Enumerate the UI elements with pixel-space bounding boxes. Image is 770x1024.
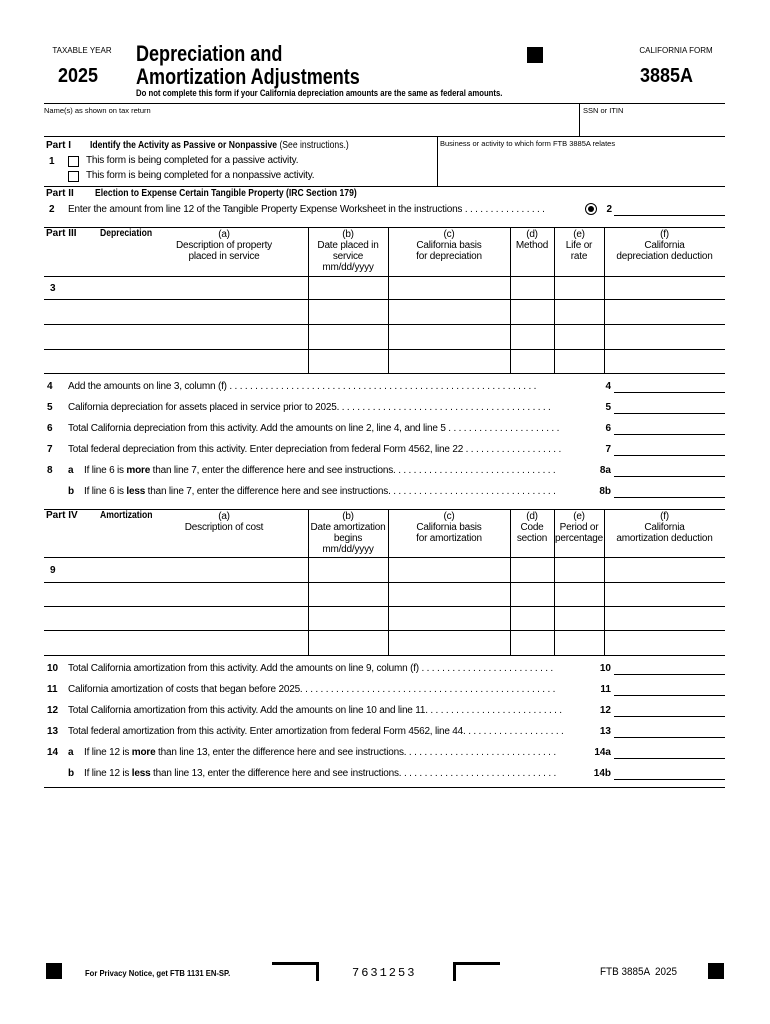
line-amount-field[interactable] bbox=[614, 737, 725, 738]
line-ref: 12 bbox=[599, 705, 611, 716]
part3-col-e-header bbox=[554, 229, 604, 262]
line-text: Total California amortization from this activity. Add the amounts on line 10 and line 11. . . . . . . . . . . . . . . . . . . . . . . . . . . bbox=[68, 705, 562, 716]
name-field[interactable] bbox=[44, 116, 574, 134]
line-sub-letter: a bbox=[68, 465, 74, 476]
col-header-l3: mm/dd/yyyy bbox=[322, 544, 374, 555]
part3-heading: Depreciation bbox=[100, 228, 153, 239]
col-header-l1: Period or bbox=[559, 522, 599, 533]
part2-title: Part II bbox=[46, 188, 74, 199]
line-amount-field[interactable] bbox=[614, 695, 725, 696]
col-header-l2: percentage bbox=[554, 533, 604, 544]
line-text-pre: If line 6 is bbox=[84, 465, 127, 476]
line-ref: 8b bbox=[599, 486, 611, 497]
corner-mark-left bbox=[272, 962, 319, 981]
line9-row1-col-c[interactable] bbox=[389, 559, 509, 581]
line9-row3-col-d[interactable] bbox=[511, 608, 553, 630]
line-text: California amortization of costs that began before 2025. . . . . . . . . . . . . . . . . . . . . . . . . . . . . . . . . . . . . . . . . . . . . . . . . . bbox=[68, 684, 556, 695]
line9-row4-col-f[interactable] bbox=[605, 632, 724, 654]
line3-row2-col-c[interactable] bbox=[389, 301, 509, 323]
line-text-pre: If line 12 is bbox=[84, 747, 132, 758]
line-text bbox=[84, 465, 588, 476]
col-header-letter: (a) bbox=[218, 511, 230, 522]
line-number: 11 bbox=[47, 684, 58, 695]
part3-col-d-header bbox=[510, 229, 554, 251]
line9-row3-col-f[interactable] bbox=[605, 608, 724, 630]
part4-col-c-header bbox=[388, 511, 510, 544]
col-header-letter: (b) bbox=[342, 229, 354, 240]
line-amount-field[interactable] bbox=[614, 434, 725, 435]
part4-col-b-header bbox=[308, 511, 388, 555]
line-text: Total California depreciation from this activity. Add the amounts on line 2, line 4, and line 5 . . . . . . . . . . . . . . . . . . . . . . bbox=[68, 423, 560, 434]
col-header-l1: Date amortization bbox=[310, 522, 386, 533]
line9-row1-col-e[interactable] bbox=[555, 559, 603, 581]
line9-row4-col-a[interactable] bbox=[64, 632, 307, 654]
line-text-em: less bbox=[131, 768, 151, 779]
line3-row4-col-b[interactable] bbox=[309, 351, 387, 373]
line3-row1-col-e[interactable] bbox=[555, 277, 603, 299]
line-ref: 11 bbox=[600, 684, 611, 695]
line9-row2-col-c[interactable] bbox=[389, 584, 509, 606]
line-text-em: more bbox=[126, 465, 151, 476]
line-number: 7 bbox=[47, 444, 53, 455]
corner-mark-right bbox=[453, 962, 500, 981]
line-amount-field[interactable] bbox=[614, 392, 725, 393]
passive-checkbox[interactable] bbox=[68, 156, 79, 167]
line2-ref: 2 bbox=[606, 204, 612, 215]
part4-col-d-header bbox=[510, 511, 554, 544]
line-text-em: more bbox=[131, 747, 156, 758]
line-amount-field[interactable] bbox=[614, 779, 725, 780]
part1-title: Part I bbox=[46, 140, 72, 151]
line-ref: 4 bbox=[605, 381, 611, 392]
name-label: Name(s) as shown on tax return bbox=[44, 106, 151, 115]
col-header-l1: California basis bbox=[416, 522, 482, 533]
line-ref: 8a bbox=[599, 465, 611, 476]
part3-col-f-header bbox=[604, 229, 725, 262]
line3-number: 3 bbox=[50, 283, 56, 294]
form-title-line1: Depreciation and bbox=[136, 41, 283, 66]
part4-col-e-header bbox=[554, 511, 604, 544]
footer-mark-left bbox=[46, 963, 62, 979]
registration-mark bbox=[527, 47, 543, 63]
line3-row2-col-a[interactable] bbox=[64, 301, 307, 323]
line-text bbox=[84, 747, 588, 758]
form-subtitle: Do not complete this form if your California depreciation amounts are the same as federal amounts. bbox=[136, 88, 503, 98]
col-header-letter: (f) bbox=[660, 511, 669, 522]
line-ref: 14b bbox=[593, 768, 611, 779]
col-header-l1: Date placed in bbox=[317, 240, 379, 251]
line3-row3-col-d[interactable] bbox=[511, 326, 553, 348]
part3-col-a-header bbox=[140, 229, 308, 262]
line-ref: 10 bbox=[599, 663, 611, 674]
part4-col-a-header bbox=[140, 511, 308, 533]
line-amount-field[interactable] bbox=[614, 758, 725, 759]
col-header-l1: California bbox=[644, 522, 685, 533]
line9-row2-col-a[interactable] bbox=[64, 584, 307, 606]
footer-mark-right bbox=[708, 963, 724, 979]
col-header-l2: rate bbox=[570, 251, 588, 262]
line9-row1-col-f[interactable] bbox=[605, 559, 724, 581]
line3-row4-col-e[interactable] bbox=[555, 351, 603, 373]
line9-row1-col-d[interactable] bbox=[511, 559, 553, 581]
col-header-letter: (f) bbox=[660, 229, 669, 240]
nonpassive-option-label: This form is being completed for a nonpassive activity. bbox=[86, 170, 315, 181]
line9-row4-col-d[interactable] bbox=[511, 632, 553, 654]
line3-row3-col-f[interactable] bbox=[605, 326, 724, 348]
col-header-l1: Method bbox=[515, 240, 549, 251]
col-header-l2: service bbox=[332, 251, 364, 262]
line9-row4-col-c[interactable] bbox=[389, 632, 509, 654]
col-header-l1: Description of property bbox=[175, 240, 272, 251]
col-header-l2: amortization deduction bbox=[616, 533, 713, 544]
passive-option-label: This form is being completed for a passive activity. bbox=[86, 155, 299, 166]
line-number: 14 bbox=[47, 747, 59, 758]
line9-row3-col-a[interactable] bbox=[64, 608, 307, 630]
line9-row2-col-f[interactable] bbox=[605, 584, 724, 606]
col-header-l3: mm/dd/yyyy bbox=[322, 262, 374, 273]
line-number: 5 bbox=[47, 402, 53, 413]
part3-col-b-header bbox=[308, 229, 388, 273]
line-ref: 13 bbox=[599, 726, 611, 737]
col-header-letter: (b) bbox=[342, 511, 354, 522]
taxable-year-label: TAXABLE YEAR bbox=[44, 46, 120, 55]
line-text-em: less bbox=[126, 486, 146, 497]
line-text: Total federal depreciation from this activity. Enter depreciation from federal Form 4562, line 22 . . . . . . . . . . . . . . . . . . . bbox=[68, 444, 562, 455]
part4-title: Part IV bbox=[46, 510, 78, 521]
part1-heading-note: (See instructions.) bbox=[279, 140, 349, 151]
col-header-letter: (d) bbox=[526, 229, 538, 240]
line-ref: 6 bbox=[605, 423, 611, 434]
line-text-post: than line 7, enter the difference here and see instructions. . . . . . . . . . . . . . . . . . . . . . . . . . . . . . . . . bbox=[145, 486, 556, 497]
line-ref: 5 bbox=[605, 402, 611, 413]
line-number: 6 bbox=[47, 423, 53, 434]
col-header-l1: California bbox=[644, 240, 685, 251]
col-header-letter: (d) bbox=[526, 511, 538, 522]
line-text-post: than line 13, enter the difference here and see instructions. . . . . . . . . . . . . . . . . . . . . . . . . . . . . . bbox=[155, 747, 556, 758]
line9-row2-col-b[interactable] bbox=[309, 584, 387, 606]
col-header-l2: placed in service bbox=[188, 251, 260, 262]
line-text bbox=[84, 768, 588, 779]
col-header-letter: (c) bbox=[443, 511, 455, 522]
line3-row1-col-d[interactable] bbox=[511, 277, 553, 299]
col-header-l2: section bbox=[516, 533, 548, 544]
part1-heading bbox=[90, 140, 349, 151]
line-number: 13 bbox=[47, 726, 59, 737]
line9-row2-col-e[interactable] bbox=[555, 584, 603, 606]
line-text-post: than line 13, enter the difference here and see instructions. . . . . . . . . . . . . . . . . . . . . . . . . . . . . . . bbox=[150, 768, 557, 779]
col-header-l2: for amortization bbox=[416, 533, 482, 544]
col-header-letter: (e) bbox=[573, 511, 585, 522]
privacy-notice: For Privacy Notice, get FTB 1131 EN-SP. bbox=[85, 968, 231, 978]
col-header-l2: for depreciation bbox=[416, 251, 482, 262]
tax-year: 2025 bbox=[58, 65, 99, 87]
line3-row4-col-c[interactable] bbox=[389, 351, 509, 373]
business-activity-label: Business or activity to which form FTB 3885A relates bbox=[440, 139, 616, 148]
line3-row3-col-b[interactable] bbox=[309, 326, 387, 348]
line-amount-field[interactable] bbox=[614, 497, 725, 498]
col-header-letter: (a) bbox=[218, 229, 230, 240]
part1-heading-text: Identify the Activity as Passive or Nonpassive bbox=[90, 140, 278, 151]
line3-row4-col-a[interactable] bbox=[64, 351, 307, 373]
line3-row1-col-f[interactable] bbox=[605, 277, 724, 299]
line3-row1-col-a[interactable] bbox=[64, 277, 307, 299]
col-header-l2: depreciation deduction bbox=[616, 251, 713, 262]
line-amount-field[interactable] bbox=[614, 674, 725, 675]
col-header-letter: (c) bbox=[443, 229, 455, 240]
line3-row1-col-b[interactable] bbox=[309, 277, 387, 299]
nonpassive-checkbox[interactable] bbox=[68, 171, 79, 182]
col-header-l1: California basis bbox=[416, 240, 482, 251]
line3-row3-col-e[interactable] bbox=[555, 326, 603, 348]
line3-row3-col-c[interactable] bbox=[389, 326, 509, 348]
form-title-line2: Amortization Adjustments bbox=[136, 64, 360, 89]
ssn-field[interactable] bbox=[583, 116, 723, 134]
form-number: 3885A bbox=[640, 65, 694, 87]
line-text-pre: If line 12 is bbox=[84, 768, 132, 779]
line-number: 10 bbox=[47, 663, 59, 674]
line9-row4-col-e[interactable] bbox=[555, 632, 603, 654]
form-barcode-number: 7631253 bbox=[352, 966, 417, 980]
line-text: Add the amounts on line 3, column (f) . . . . . . . . . . . . . . . . . . . . . . . . . . . . . . . . . . . . . . . . . . . . . . . . . . . . . . . . . . . . bbox=[68, 381, 537, 392]
line-text: California depreciation for assets placed in service prior to 2025. . . . . . . . . . . . . . . . . . . . . . . . . . . . . . . . . . . . . . . . . . bbox=[68, 402, 551, 413]
line9-row3-col-b[interactable] bbox=[309, 608, 387, 630]
line-ref: 7 bbox=[605, 444, 611, 455]
part3-title: Part III bbox=[46, 228, 77, 239]
col-header-l1: Code bbox=[520, 522, 544, 533]
line3-row2-col-b[interactable] bbox=[309, 301, 387, 323]
line9-row3-col-c[interactable] bbox=[389, 608, 509, 630]
line9-row1-col-a[interactable] bbox=[64, 559, 307, 581]
line-sub-letter: b bbox=[68, 486, 75, 497]
part3-col-c-header bbox=[388, 229, 510, 262]
col-header-letter: (e) bbox=[573, 229, 585, 240]
line-number: 4 bbox=[47, 381, 53, 392]
line3-row2-col-e[interactable] bbox=[555, 301, 603, 323]
line3-row3-col-a[interactable] bbox=[64, 326, 307, 348]
line3-row4-col-d[interactable] bbox=[511, 351, 553, 373]
line9-row3-col-e[interactable] bbox=[555, 608, 603, 630]
line3-row2-col-d[interactable] bbox=[511, 301, 553, 323]
california-form-label: CALIFORNIA FORM bbox=[627, 46, 725, 55]
line-amount-field[interactable] bbox=[614, 413, 725, 414]
line2-number: 2 bbox=[49, 204, 55, 215]
line-number: 12 bbox=[47, 705, 59, 716]
line-sub-letter: b bbox=[68, 768, 75, 779]
footer-form-id: FTB 3885A 2025 bbox=[600, 966, 678, 978]
line-number: 8 bbox=[47, 465, 53, 476]
part2-heading: Election to Expense Certain Tangible Property (IRC Section 179) bbox=[95, 188, 357, 199]
ssn-label: SSN or ITIN bbox=[583, 106, 624, 115]
line-amount-field[interactable] bbox=[614, 455, 725, 456]
line-text-pre: If line 6 is bbox=[84, 486, 127, 497]
line3-row2-col-f[interactable] bbox=[605, 301, 724, 323]
line1-number: 1 bbox=[49, 156, 55, 167]
col-header-l1: Description of cost bbox=[184, 522, 264, 533]
business-activity-field[interactable] bbox=[440, 150, 724, 184]
line-sub-letter: a bbox=[68, 747, 74, 758]
line2-text: Enter the amount from line 12 of the Tangible Property Expense Worksheet in the instructions . . . . . . . . . . . . . . . . bbox=[68, 204, 545, 215]
part4-col-f-header bbox=[604, 511, 725, 544]
line-amount-field[interactable] bbox=[614, 716, 725, 717]
col-header-l1: Life or bbox=[565, 240, 593, 251]
part4-heading: Amortization bbox=[100, 510, 153, 521]
col-header-l2: begins bbox=[333, 533, 363, 544]
line-ref: 14a bbox=[594, 747, 611, 758]
line9-row4-col-b[interactable] bbox=[309, 632, 387, 654]
line-text: Total federal amortization from this activity. Enter amortization from federal Form 4562, line 44. . . . . . . . . . . . . . . . . . . . bbox=[68, 726, 564, 737]
line9-row1-col-b[interactable] bbox=[309, 559, 387, 581]
line3-row4-col-f[interactable] bbox=[605, 351, 724, 373]
line-text bbox=[84, 486, 588, 497]
line2-amount-field[interactable] bbox=[614, 215, 725, 216]
line9-row2-col-d[interactable] bbox=[511, 584, 553, 606]
line-text-post: than line 7, enter the difference here and see instructions. . . . . . . . . . . . . . . . . . . . . . . . . . . . . . . . bbox=[150, 465, 556, 476]
line-text: Total California amortization from this activity. Add the amounts on line 9, column (f) . . . . . . . . . . . . . . . . . . . . . . . . . . bbox=[68, 663, 553, 674]
line-amount-field[interactable] bbox=[614, 476, 725, 477]
line9-number: 9 bbox=[50, 565, 56, 576]
line3-row1-col-c[interactable] bbox=[389, 277, 509, 299]
